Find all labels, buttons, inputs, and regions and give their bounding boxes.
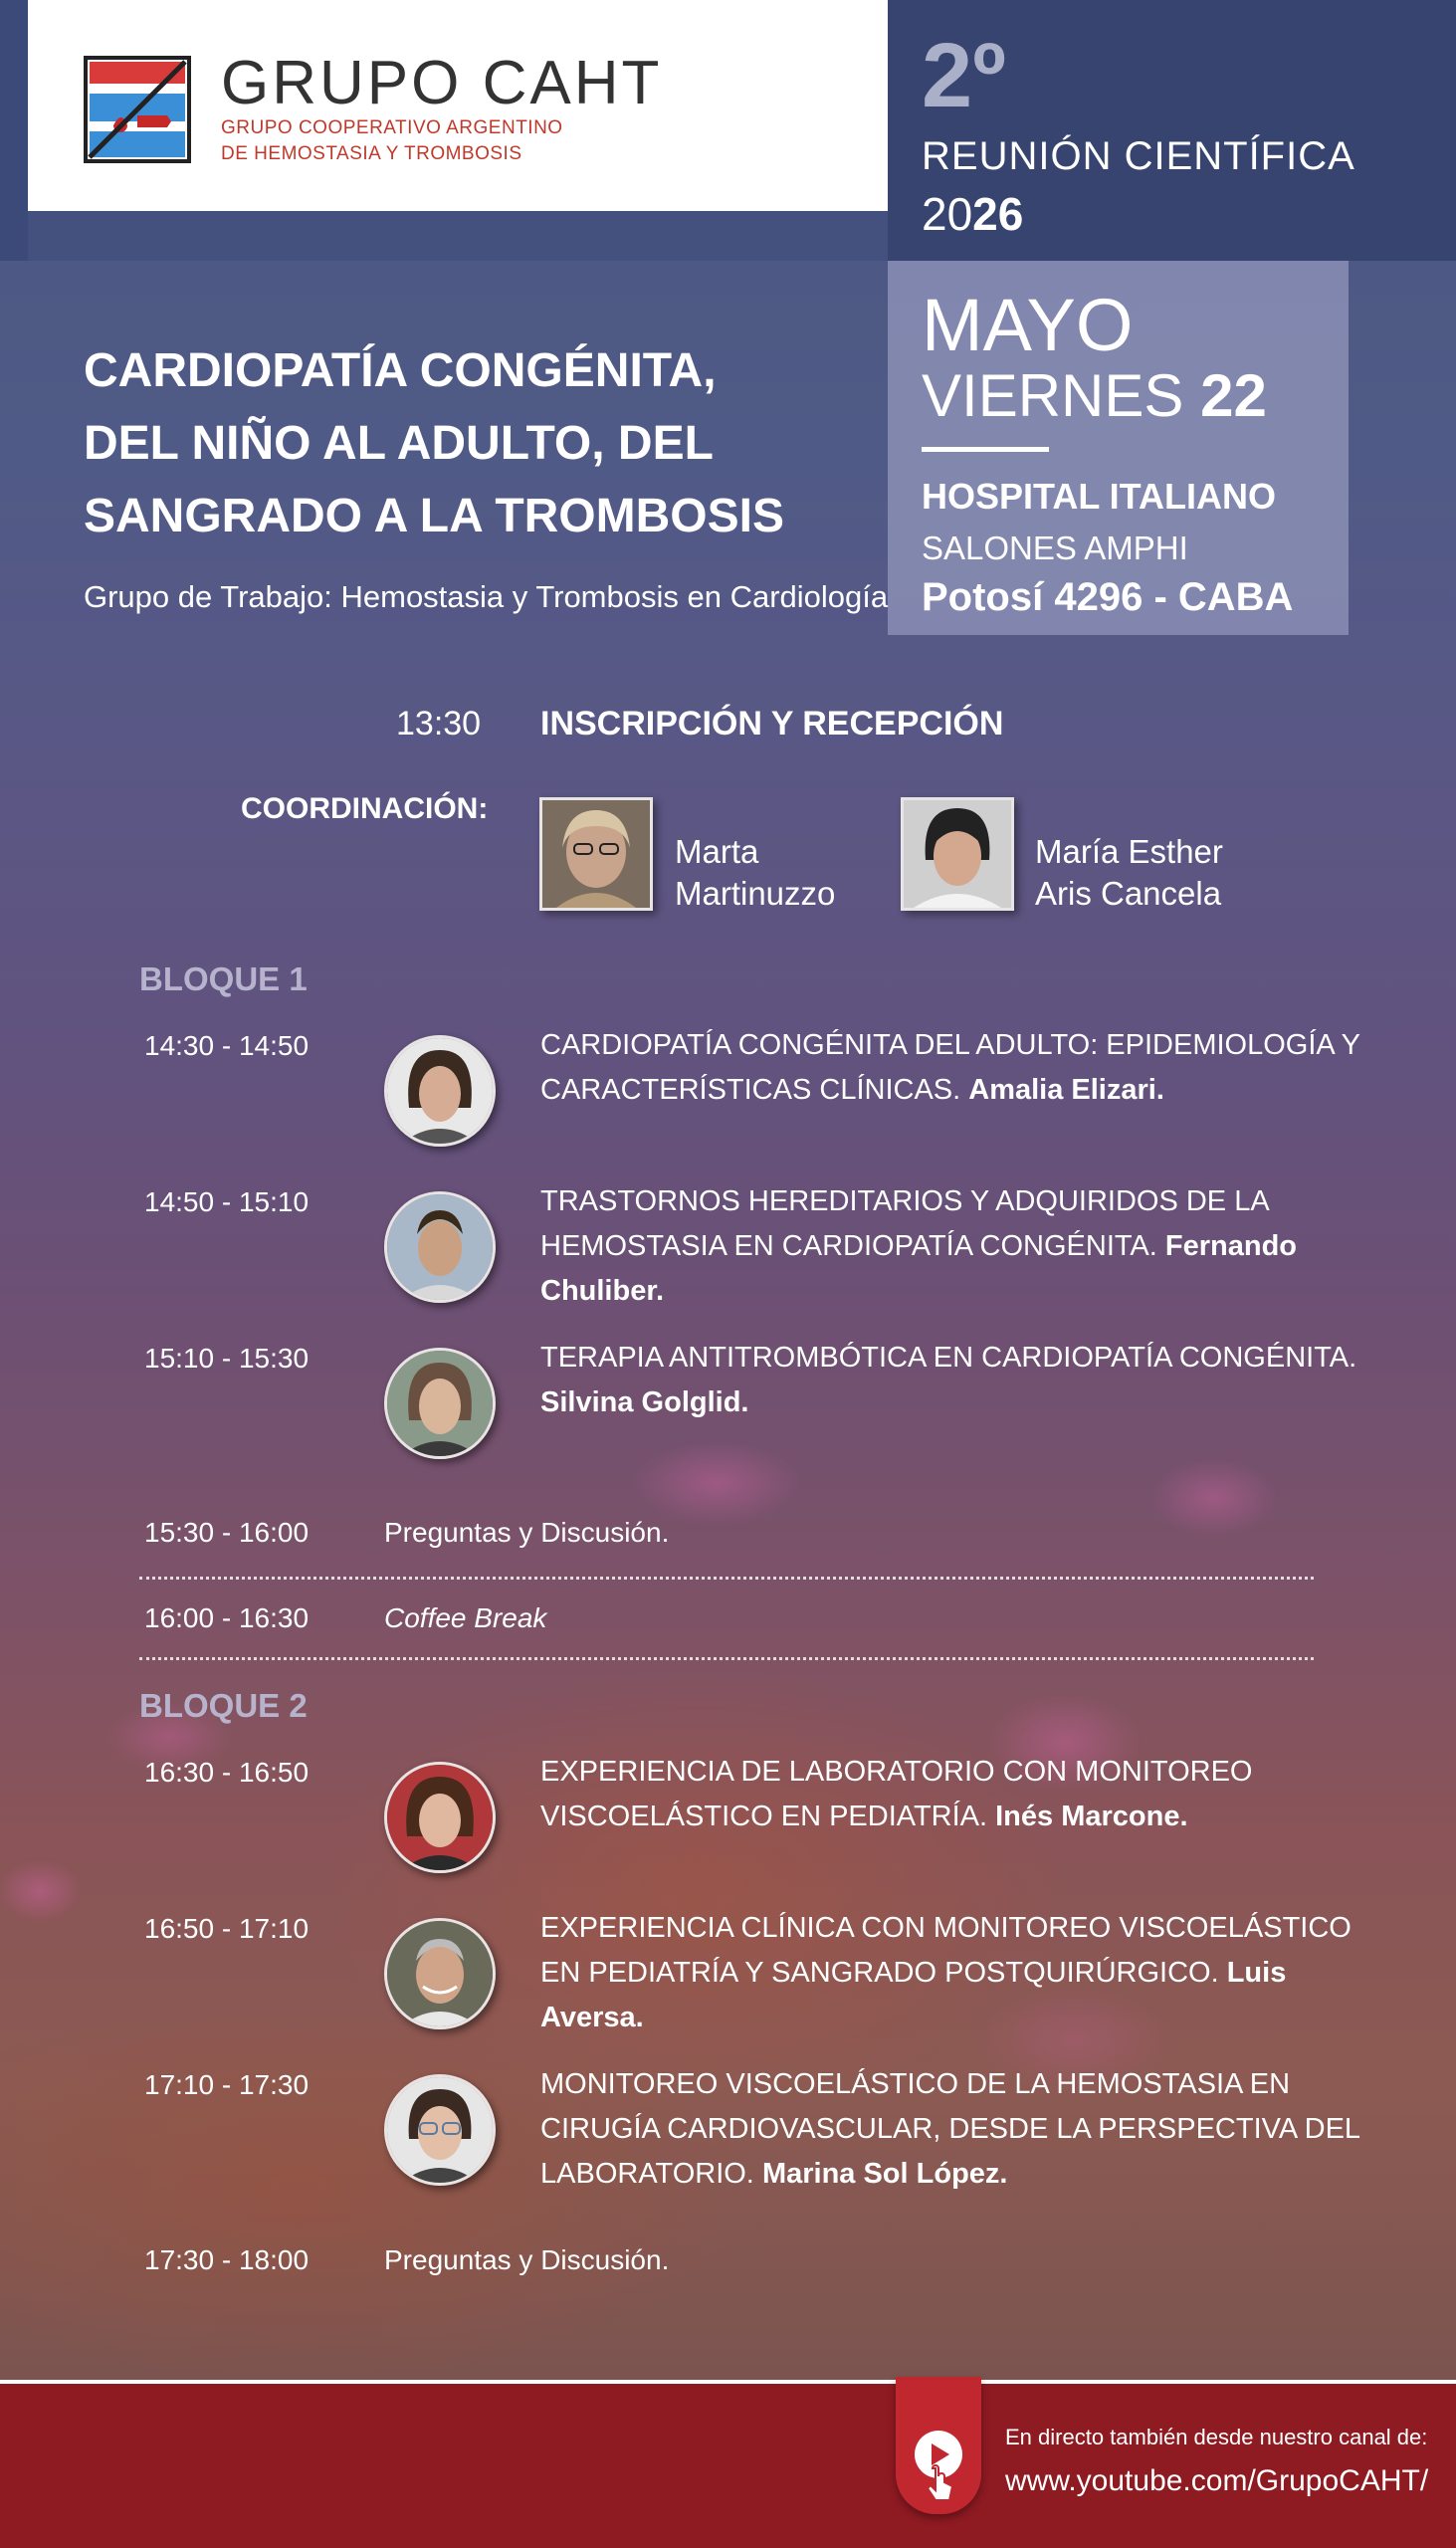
registration-time: 13:30: [396, 705, 482, 743]
meeting-number: 2º: [922, 25, 1006, 126]
block-1-label: BLOQUE 1: [139, 960, 308, 997]
discussion-label: Preguntas y Discusión.: [384, 1517, 670, 1548]
event-subtitle: Grupo de Trabajo: Hemostasia y Trombosis en Cardiología: [84, 579, 889, 614]
coordinator-name: [1035, 831, 1223, 915]
registration-label: INSCRIPCIÓN Y RECEPCIÓN: [540, 705, 1004, 743]
live-stream-text: En directo también desde nuestro canal de:: [1005, 2425, 1428, 2449]
event-title: [84, 334, 860, 552]
date-weekday: VIERNES: [922, 362, 1184, 429]
venue-address: Potosí 4296 - CABA: [922, 575, 1294, 619]
coordinator-name: [675, 831, 835, 915]
talk-speaker: Fernando Chuliber.: [540, 1230, 1298, 1307]
speaker-photo: [384, 1762, 496, 1873]
talk-speaker: Luis Aversa.: [540, 1957, 1287, 2033]
date-weekday-day: [922, 361, 1267, 430]
meeting-year: [922, 187, 1023, 241]
coordinator-photo: [901, 797, 1014, 911]
brand-subtitle-line-1: GRUPO COOPERATIVO ARGENTINO: [221, 117, 563, 138]
person-avatar-icon: [542, 800, 650, 908]
coordination-label: COORDINACIÓN:: [241, 792, 489, 825]
talk-time: 14:50 - 15:10: [144, 1186, 310, 1217]
coordinator-first-name: Marta: [675, 833, 759, 870]
discussion-label: Preguntas y Discusión.: [384, 2244, 670, 2275]
event-title-line: DEL NIÑO AL ADULTO, DEL: [84, 417, 714, 470]
talk-title: EXPERIENCIA CLÍNICA CON MONITOREO VISCOELÁSTICO EN PEDIATRÍA Y SANGRADO POSTQUIRÚRGICO.: [540, 1912, 1352, 1989]
talk-title: CARDIOPATÍA CONGÉNITA DEL ADULTO: EPIDEMIOLOGÍA Y CARACTERÍSTICAS CLÍNICAS.: [540, 1029, 1360, 1106]
person-avatar-icon: [387, 1921, 493, 2026]
youtube-link[interactable]: www.youtube.com/GrupoCAHT/: [1005, 2464, 1429, 2497]
dotted-divider: [139, 1657, 1314, 1660]
person-avatar-icon: [387, 1038, 493, 1144]
coordinator-last-name: Aris Cancela: [1035, 875, 1222, 912]
talk-title: TERAPIA ANTITROMBÓTICA EN CARDIOPATÍA CONGÉNITA.: [540, 1342, 1357, 1374]
talk-speaker: Amalia Elizari.: [968, 1074, 1164, 1106]
talk-speaker: Inés Marcone.: [995, 1801, 1188, 1832]
coffee-break-time: 16:00 - 16:30: [144, 1602, 310, 1633]
brand-name: GRUPO CAHT: [221, 49, 663, 117]
talk-speaker: Silvina Golglid.: [540, 1386, 749, 1418]
logo-panel-shadow: [28, 211, 888, 261]
coordinator-first-name: María Esther: [1035, 833, 1223, 870]
date-month: MAYO: [922, 284, 1134, 366]
meeting-name: REUNIÓN CIENTÍFICA: [922, 134, 1355, 178]
dotted-divider: [139, 1577, 1314, 1580]
discussion-time: 17:30 - 18:00: [144, 2244, 310, 2275]
event-title-line: SANGRADO A LA TROMBOSIS: [84, 490, 784, 542]
talk-title: EXPERIENCIA DE LABORATORIO CON MONITOREO VISCOELÁSTICO EN PEDIATRÍA.: [540, 1756, 1253, 1832]
person-avatar-icon: [387, 2077, 493, 2183]
youtube-badge[interactable]: [896, 2377, 981, 2514]
talk-time: 16:50 - 17:10: [144, 1913, 310, 1944]
talk-title: MONITOREO VISCOELÁSTICO DE LA HEMOSTASIA EN CIRUGÍA CARDIOVASCULAR, DESDE LA PERSPECTIVA DEL LABORATORIO.: [540, 2068, 1359, 2190]
youtube-click-icon: [896, 2377, 981, 2514]
talk-description: [540, 1023, 1376, 1113]
talk-time: 14:30 - 14:50: [144, 1030, 310, 1061]
event-title-line: CARDIOPATÍA CONGÉNITA,: [84, 344, 717, 397]
speaker-photo: [384, 1348, 496, 1459]
discussion-time: 15:30 - 16:00: [144, 1517, 310, 1548]
meeting-year-prefix: 20: [922, 188, 973, 240]
speaker-photo: [384, 1035, 496, 1147]
coffee-break-label: Coffee Break: [384, 1602, 547, 1633]
talk-description: [540, 1750, 1376, 1839]
talk-time: 15:10 - 15:30: [144, 1343, 310, 1374]
date-day: 22: [1200, 362, 1267, 429]
person-avatar-icon: [387, 1765, 493, 1870]
venue-name: HOSPITAL ITALIANO: [922, 476, 1276, 517]
talk-time: 16:30 - 16:50: [144, 1757, 310, 1788]
brand-subtitle-line-2: DE HEMOSTASIA Y TROMBOSIS: [221, 143, 522, 164]
person-avatar-icon: [904, 800, 1011, 908]
talk-speaker: Marina Sol López.: [761, 2158, 1008, 2190]
talk-title: TRASTORNOS HEREDITARIOS Y ADQUIRIDOS DE LA HEMOSTASIA EN CARDIOPATÍA CONGÉNITA.: [540, 1185, 1269, 1262]
talk-description: [540, 2062, 1376, 2197]
talk-description: [540, 1906, 1376, 2040]
talk-description: [540, 1336, 1376, 1425]
speaker-photo: [384, 2074, 496, 2186]
coordinator-photo: [539, 797, 653, 911]
talk-time: 17:10 - 17:30: [144, 2069, 310, 2100]
speaker-photo: [384, 1191, 496, 1303]
venue-room: SALONES AMPHI: [922, 530, 1188, 566]
caht-logo-icon: [84, 56, 191, 163]
speaker-photo: [384, 1918, 496, 2029]
person-avatar-icon: [387, 1194, 493, 1300]
header-left-strip: [0, 0, 28, 261]
coordinator-last-name: Martinuzzo: [675, 875, 836, 912]
talk-description: [540, 1179, 1376, 1314]
block-2-label: BLOQUE 2: [139, 1687, 308, 1724]
person-avatar-icon: [387, 1351, 493, 1456]
meeting-year-suffix: 26: [972, 188, 1024, 240]
date-divider: [922, 447, 1049, 452]
